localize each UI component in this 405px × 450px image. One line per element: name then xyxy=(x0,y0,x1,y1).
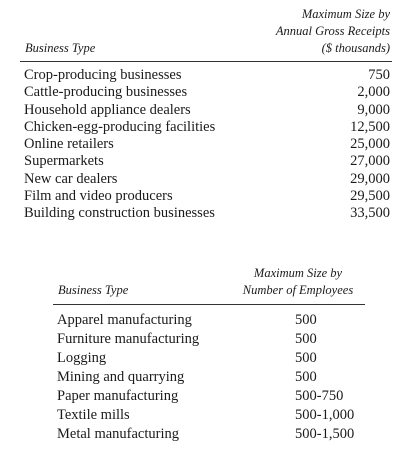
row-value: 500-1,500 xyxy=(295,426,355,442)
row-value: 12,500 xyxy=(350,118,390,135)
table1-header-line: Maximum Size by xyxy=(301,7,390,21)
table2-body xyxy=(57,311,377,444)
table1-header-line: ($ thousands) xyxy=(321,41,390,55)
row-value: 9,000 xyxy=(357,101,390,118)
row-value: 29,500 xyxy=(350,188,390,205)
table1-column-header-business-type: Business Type xyxy=(25,41,96,55)
row-label: Crop-producing businesses xyxy=(24,67,182,83)
table-row xyxy=(57,349,377,368)
row-label: New car dealers xyxy=(24,170,118,187)
table2-column-header-employees xyxy=(230,265,366,299)
row-value: 750 xyxy=(368,67,390,83)
table-row xyxy=(57,406,377,425)
row-value: 27,000 xyxy=(350,153,390,170)
row-label: Cattle-producing businesses xyxy=(24,84,188,101)
row-label: Mining and quarrying xyxy=(57,369,185,385)
row-label: Chicken-egg-producing facilities xyxy=(24,118,216,135)
row-value: 500-1,000 xyxy=(295,407,355,423)
row-label: Metal manufacturing xyxy=(57,426,179,442)
table1-header-line: Annual Gross Receipts xyxy=(275,24,390,38)
row-label: Household appliance dealers xyxy=(24,101,191,118)
table-row xyxy=(24,171,390,188)
row-value: 500 xyxy=(295,369,317,385)
table1-header-rule xyxy=(20,61,392,62)
table-row xyxy=(57,425,377,444)
table-row xyxy=(24,84,390,101)
row-value: 500 xyxy=(295,312,317,328)
table2-header-line: Number of Employees xyxy=(242,283,354,297)
table1-column-header-receipts xyxy=(276,6,390,57)
row-value: 25,000 xyxy=(350,136,390,153)
table-row xyxy=(24,153,390,170)
row-value: 500 xyxy=(295,331,317,347)
table2-header-line: Maximum Size by xyxy=(253,266,343,280)
table-row xyxy=(24,188,390,205)
row-label: Paper manufacturing xyxy=(57,388,179,404)
row-label: Logging xyxy=(57,350,107,366)
table-row xyxy=(24,136,390,153)
table-row xyxy=(57,368,377,387)
table-row xyxy=(57,311,377,330)
table-row xyxy=(57,387,377,406)
row-label: Apparel manufacturing xyxy=(57,312,192,328)
row-value: 500-750 xyxy=(295,388,344,404)
row-label: Film and video producers xyxy=(24,188,173,205)
row-label: Online retailers xyxy=(24,136,114,153)
row-value: 29,000 xyxy=(350,170,390,187)
table2-column-header-business-type: Business Type xyxy=(58,283,129,297)
table-row xyxy=(24,102,390,119)
row-label: Supermarkets xyxy=(24,153,104,170)
table2-header-rule xyxy=(53,304,365,305)
row-label: Textile mills xyxy=(57,407,130,423)
table-row xyxy=(24,119,390,136)
row-value: 500 xyxy=(295,350,317,366)
row-label: Furniture manufacturing xyxy=(57,331,200,347)
row-value: 2,000 xyxy=(357,84,390,101)
table1-body xyxy=(24,67,390,223)
row-value: 33,500 xyxy=(350,205,390,222)
row-label: Building construction businesses xyxy=(24,205,215,222)
table-row xyxy=(57,330,377,349)
table-row xyxy=(24,67,390,84)
table-row xyxy=(24,205,390,222)
